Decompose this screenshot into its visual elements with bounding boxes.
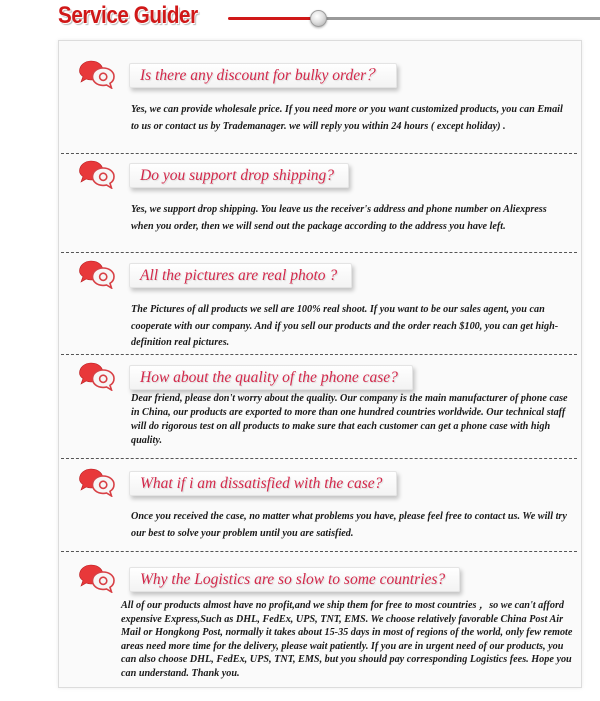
divider	[61, 458, 577, 459]
speech-bubbles-icon	[79, 563, 115, 593]
question-text: Is there any discount for bulky order？	[140, 67, 382, 84]
speech-bubbles-icon	[79, 159, 115, 189]
question-tab	[129, 365, 413, 390]
divider	[61, 551, 577, 552]
question-tab	[129, 63, 397, 88]
question-text: What if i am dissatisfied with the case?	[140, 475, 383, 492]
answer-text: Dear friend, please don't worry about the quality. Our company is the main manufacturer of phone case in China, our products are exported to more than one hundred countries worldwide. Our technical staff will do rigorous test on all products to make sure that each customer can get a phone case with high quality.	[131, 393, 568, 446]
speech-bubbles-icon	[79, 59, 115, 89]
header-rule-red	[228, 17, 318, 20]
question-tab	[129, 163, 349, 188]
header-knob	[310, 10, 327, 27]
question-text: Do you support drop shipping?	[140, 167, 335, 184]
divider	[61, 252, 577, 253]
question-text: How about the quality of the phone case?	[140, 369, 398, 386]
header-rule-gray	[324, 17, 600, 20]
speech-bubbles-icon	[79, 467, 115, 497]
divider	[61, 153, 577, 154]
speech-bubbles-icon	[79, 361, 115, 391]
answer-text: All of our products almost have no profit,and we ship them for free to most countries ，so we can't afford expensive Express,Such as DHL, FedEx, UPS, TNT, EMS. We choose relatively favorable China Post Air Mail or Hongkong Post, normally it takes about 15-35 days in most of regions of the world, only few remote areas need more time for the delivery, please wait patiently. If you are in urgent need of our products, you can also choose DHL, FedEx, UPS, TNT, EMS, but you should pay corresponding Logistics fees. Hope you can understand. Thank you.	[121, 600, 573, 679]
answer-text: Once you received the case, no matter what problems you have, please feel free to contact us. We will try our best to solve your problem until you are satisfied.	[131, 511, 567, 539]
answer-text: The Pictures of all products we sell are 100% real shoot. If you want to be our sales agent, you can cooperate with our company. And if you sell our products and the order reach $100, you can get high-definition real pictures.	[131, 304, 559, 348]
question-text: Why the Logistics are so slow to some countries?	[140, 571, 446, 588]
speech-bubbles-icon	[79, 259, 115, 289]
question-tab	[129, 567, 460, 592]
question-tab	[129, 471, 397, 496]
faq-panel	[58, 40, 582, 688]
divider	[61, 354, 577, 355]
answer-text: Yes, we support drop shipping. You leave us the receiver's address and phone number on Aliexpress when you order, then we will send out the package according to the address you have left.	[131, 204, 547, 232]
answer-text: Yes, we can provide wholesale price. If you need more or you want customized products, you can Email to us or contact us by Trademanager. we will reply you within 24 hours ( except holiday) .	[131, 104, 563, 132]
question-tab	[129, 263, 352, 288]
question-text: All the pictures are real photo ?	[140, 267, 338, 284]
page-title: Service Guider	[58, 2, 198, 29]
page-header	[0, 0, 600, 40]
